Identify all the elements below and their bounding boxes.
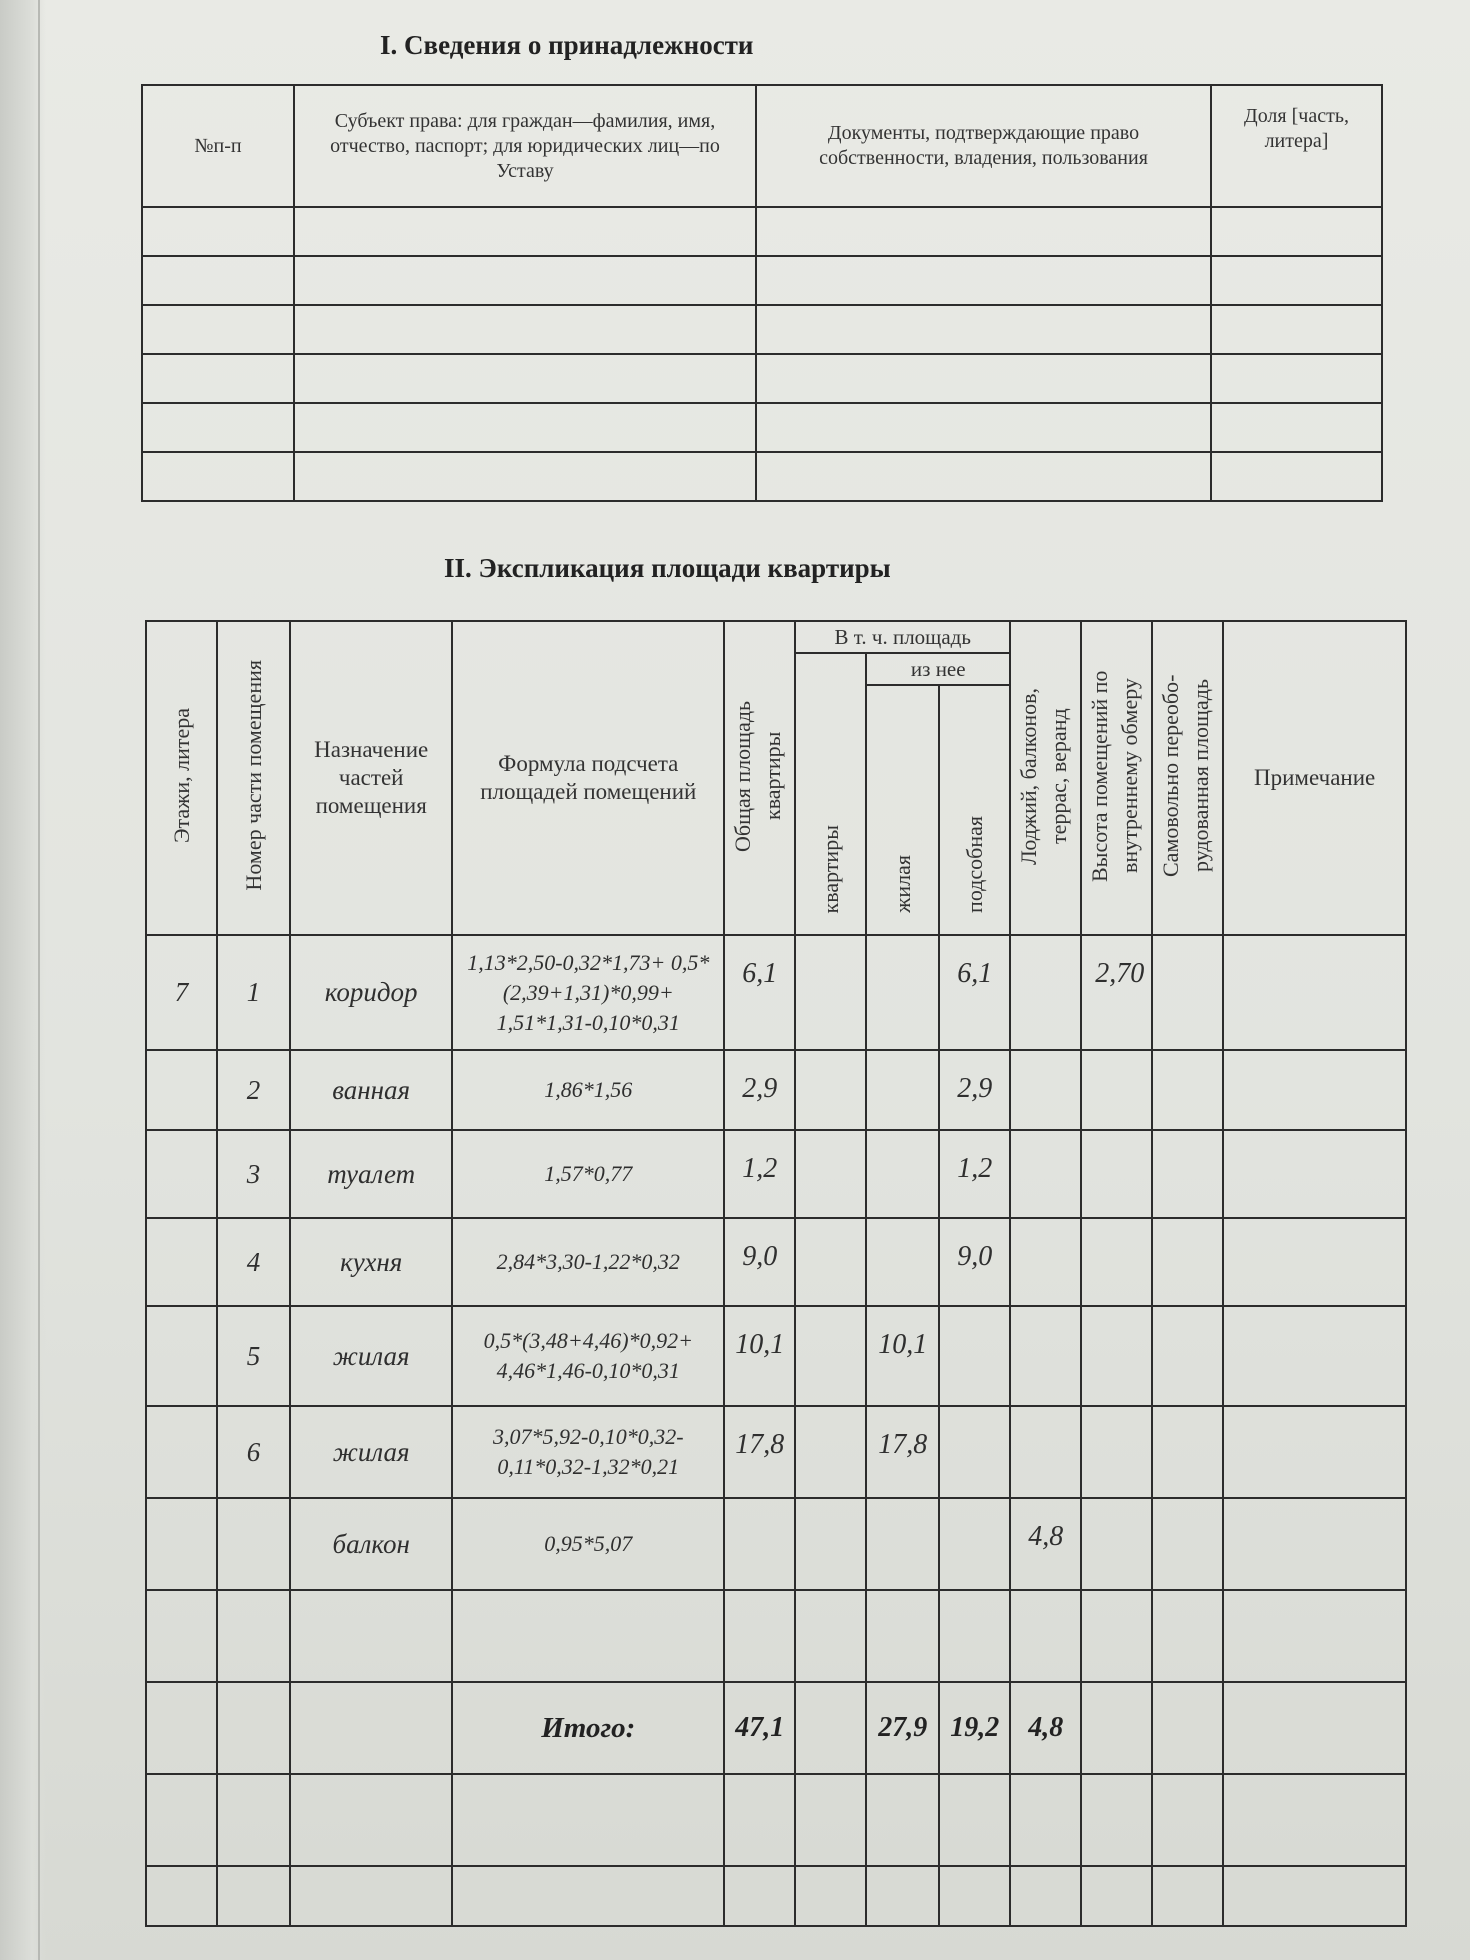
purpose-cell: балкон (290, 1498, 452, 1590)
purpose-cell: жилая (290, 1306, 452, 1406)
apartment-area-cell (795, 1498, 866, 1590)
header-loggias: Лоджий, балконов, террас, веранд (1010, 621, 1081, 935)
table-row (146, 1406, 1406, 1498)
header-num: №п-п (142, 85, 294, 207)
height-cell (1081, 1218, 1152, 1306)
height-cell (1081, 1498, 1152, 1590)
loggia-area-cell (1010, 1130, 1081, 1218)
note-cell (1223, 935, 1406, 1050)
purpose-cell: кухня (290, 1218, 452, 1306)
loggia-area-cell (1010, 935, 1081, 1050)
area-explication-table (145, 620, 1407, 1927)
purpose-cell: ванная (290, 1050, 452, 1130)
loggia-area-cell (1010, 1406, 1081, 1498)
unauthorized-area-cell (1152, 1306, 1223, 1406)
totals-apartment-area (795, 1682, 866, 1774)
ownership-row (142, 207, 1382, 256)
height-cell (1081, 1050, 1152, 1130)
ownership-row (142, 305, 1382, 354)
header-share: Доля [часть, литера] (1211, 85, 1382, 207)
ownership-row (142, 403, 1382, 452)
totals-loggia-area: 4,8 (1010, 1682, 1081, 1774)
apartment-area-cell (795, 935, 866, 1050)
floor-cell (146, 1218, 217, 1306)
table-row (146, 935, 1406, 1050)
apartment-area-cell (795, 1050, 866, 1130)
table-row (146, 1218, 1406, 1306)
ownership-row (142, 256, 1382, 305)
totals-living-area: 27,9 (866, 1682, 939, 1774)
header-living: жилая (866, 685, 939, 935)
auxiliary-area-cell (939, 1406, 1010, 1498)
header-total-area: Общая площадь квартиры (724, 621, 795, 935)
living-area-cell (866, 1130, 939, 1218)
table-row (146, 1774, 1406, 1866)
floor-cell (146, 1406, 217, 1498)
living-area-cell (866, 935, 939, 1050)
part-number-cell (217, 1498, 290, 1590)
page-binding-line (38, 0, 40, 1960)
header-auxiliary: подсобная (939, 685, 1010, 935)
header-unauthorized: Самовольно переобо-рудованная площадь (1152, 621, 1223, 935)
table-row (146, 1866, 1406, 1926)
unauthorized-area-cell (1152, 1130, 1223, 1218)
part-number-cell: 1 (217, 935, 290, 1050)
header-incl-area: В т. ч. площадь (795, 621, 1010, 653)
formula-cell: 0,5*(3,48+4,46)*0,92+ 4,46*1,46-0,10*0,31 (452, 1306, 724, 1406)
note-cell (1223, 1130, 1406, 1218)
floor-cell (146, 1306, 217, 1406)
part-number-cell: 5 (217, 1306, 290, 1406)
header-floor: Этажи, литера (146, 621, 217, 935)
purpose-cell: жилая (290, 1406, 452, 1498)
height-cell: 2,70 (1081, 935, 1152, 1050)
unauthorized-area-cell (1152, 1050, 1223, 1130)
header-of-which: из нее (866, 653, 1010, 685)
purpose-cell: туалет (290, 1130, 452, 1218)
total-area-cell: 10,1 (724, 1306, 795, 1406)
table-row (146, 1130, 1406, 1218)
totals-row (146, 1682, 1406, 1774)
unauthorized-area-cell (1152, 1218, 1223, 1306)
living-area-cell (866, 1218, 939, 1306)
ownership-row (142, 354, 1382, 403)
table-row (146, 1050, 1406, 1130)
loggia-area-cell (1010, 1218, 1081, 1306)
height-cell (1081, 1130, 1152, 1218)
ownership-table (141, 84, 1383, 502)
header-apartment: квартиры (795, 653, 866, 935)
total-area-cell: 2,9 (724, 1050, 795, 1130)
note-cell (1223, 1306, 1406, 1406)
header-subject: Субъект права: для граждан—фамилия, имя, отчество, паспорт; для юридических лиц—по Уставу (294, 85, 756, 207)
note-cell (1223, 1050, 1406, 1130)
floor-cell: 7 (146, 935, 217, 1050)
header-documents: Документы, подтверждающие право собственности, владения, пользования (756, 85, 1211, 207)
header-note: Примечание (1223, 621, 1406, 935)
part-number-cell: 2 (217, 1050, 290, 1130)
auxiliary-area-cell (939, 1498, 1010, 1590)
total-area-cell: 1,2 (724, 1130, 795, 1218)
total-area-cell: 6,1 (724, 935, 795, 1050)
unauthorized-area-cell (1152, 1406, 1223, 1498)
section1-title: I. Сведения о принадлежности (380, 30, 754, 60)
formula-cell: 1,86*1,56 (452, 1050, 724, 1130)
header-purpose: Назначение частей помещения (290, 621, 452, 935)
note-cell (1223, 1498, 1406, 1590)
explication-header-row-1 (146, 621, 1406, 653)
apartment-area-cell (795, 1406, 866, 1498)
auxiliary-area-cell (939, 1306, 1010, 1406)
part-number-cell: 3 (217, 1130, 290, 1218)
table-row (146, 1498, 1406, 1590)
note-cell (1223, 1218, 1406, 1306)
header-formula: Формула подсчета площадей помещений (452, 621, 724, 935)
formula-cell: 0,95*5,07 (452, 1498, 724, 1590)
height-cell (1081, 1406, 1152, 1498)
formula-cell: 3,07*5,92-0,10*0,32- 0,11*0,32-1,32*0,21 (452, 1406, 724, 1498)
floor-cell (146, 1130, 217, 1218)
auxiliary-area-cell: 2,9 (939, 1050, 1010, 1130)
totals-label: Итого: (452, 1682, 724, 1774)
purpose-cell: коридор (290, 935, 452, 1050)
part-number-cell: 4 (217, 1218, 290, 1306)
ownership-header-row (142, 85, 1382, 207)
total-area-cell: 17,8 (724, 1406, 795, 1498)
floor-cell (146, 1050, 217, 1130)
apartment-area-cell (795, 1306, 866, 1406)
total-area-cell: 9,0 (724, 1218, 795, 1306)
auxiliary-area-cell: 9,0 (939, 1218, 1010, 1306)
apartment-area-cell (795, 1130, 866, 1218)
living-area-cell: 17,8 (866, 1406, 939, 1498)
loggia-area-cell: 4,8 (1010, 1498, 1081, 1590)
apartment-area-cell (795, 1218, 866, 1306)
part-number-cell: 6 (217, 1406, 290, 1498)
formula-cell: 2,84*3,30-1,22*0,32 (452, 1218, 724, 1306)
header-part-number: Номер части помещения (217, 621, 290, 935)
section2-title: II. Экспликация площади квартиры (444, 553, 891, 583)
living-area-cell (866, 1498, 939, 1590)
header-height: Высота помещений по внутреннему обмеру (1081, 621, 1152, 935)
table-row (146, 1590, 1406, 1682)
auxiliary-area-cell: 1,2 (939, 1130, 1010, 1218)
table-row (146, 1306, 1406, 1406)
loggia-area-cell (1010, 1306, 1081, 1406)
loggia-area-cell (1010, 1050, 1081, 1130)
floor-cell (146, 1498, 217, 1590)
ownership-row (142, 452, 1382, 501)
formula-cell: 1,13*2,50-0,32*1,73+ 0,5*(2,39+1,31)*0,99+ 1,51*1,31-0,10*0,31 (452, 935, 724, 1050)
note-cell (1223, 1406, 1406, 1498)
auxiliary-area-cell: 6,1 (939, 935, 1010, 1050)
formula-cell: 1,57*0,77 (452, 1130, 724, 1218)
total-area-cell (724, 1498, 795, 1590)
living-area-cell: 10,1 (866, 1306, 939, 1406)
unauthorized-area-cell (1152, 1498, 1223, 1590)
totals-auxiliary-area: 19,2 (939, 1682, 1010, 1774)
totals-total-area: 47,1 (724, 1682, 795, 1774)
height-cell (1081, 1306, 1152, 1406)
unauthorized-area-cell (1152, 935, 1223, 1050)
living-area-cell (866, 1050, 939, 1130)
